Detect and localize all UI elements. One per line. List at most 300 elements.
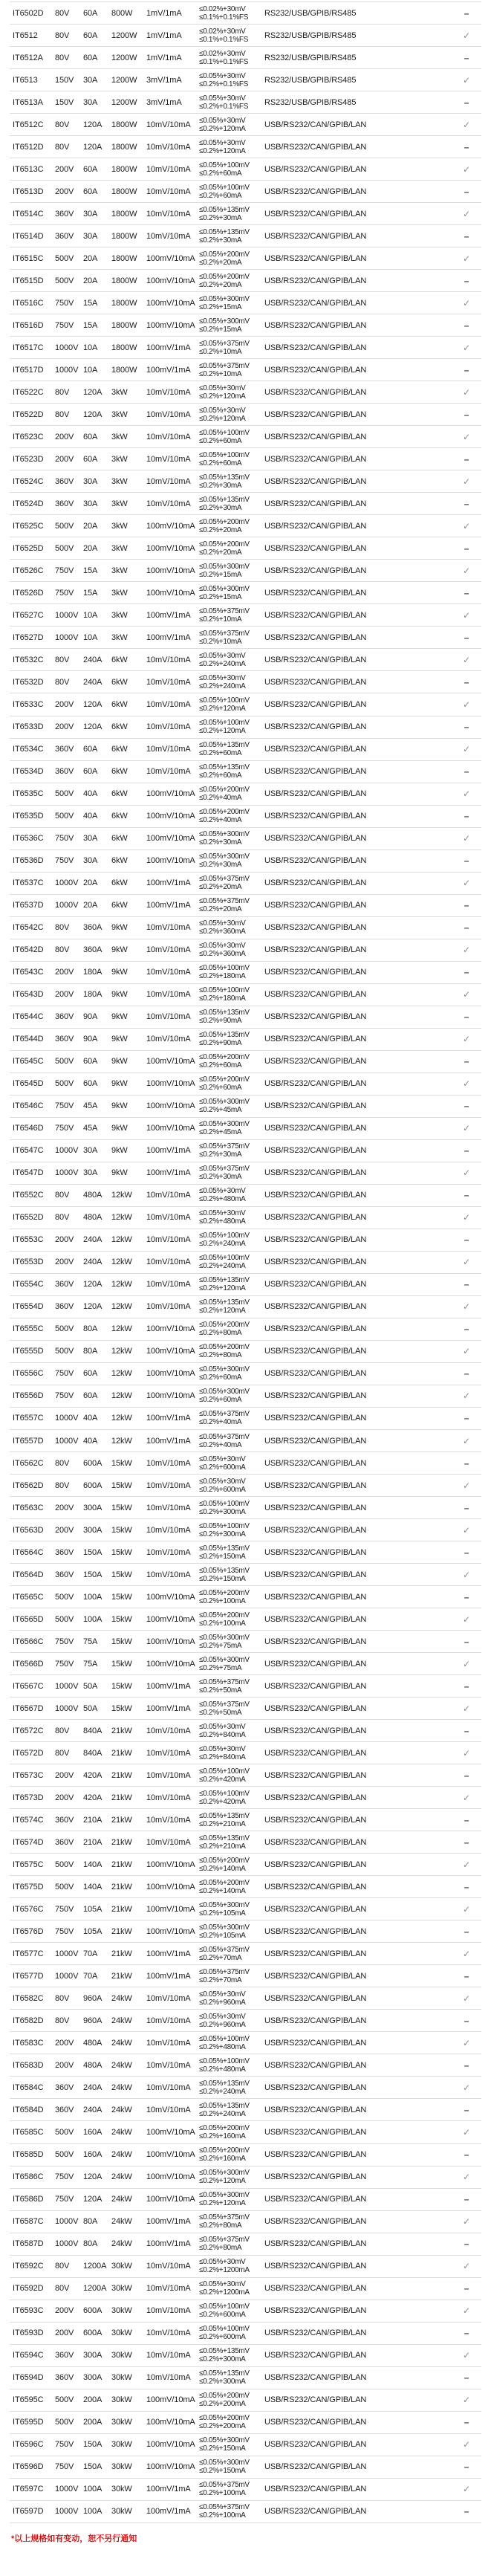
table-row	[10, 1118, 481, 1140]
model-cell: IT6546C	[13, 1101, 44, 1111]
voltage-cell: 360V	[55, 745, 74, 754]
power-cell: 1200W	[111, 30, 137, 40]
accuracy-voltage: ≤0.02%+30mV	[199, 27, 246, 36]
accuracy-current: ≤0.2%+15mA	[199, 592, 242, 601]
resolution-cell: 10mV/10mA	[146, 1770, 191, 1780]
voltage-cell: 750V	[55, 566, 74, 575]
check-icon: ✓	[463, 74, 470, 85]
dash-icon: –	[464, 275, 469, 286]
model-cell: IT6527C	[13, 610, 44, 620]
accuracy-voltage: ≤0.05%+100mV	[199, 161, 250, 169]
interfaces-cell: USB/RS232/CAN/GPIB/LAN	[264, 1191, 367, 1200]
resolution-cell: 100mV/10mA	[146, 1391, 195, 1401]
accuracy-voltage: ≤0.05%+100mV	[199, 450, 250, 459]
resolution-cell: 3mV/1mA	[146, 97, 182, 107]
power-cell: 21kW	[111, 1793, 132, 1802]
current-cell: 30A	[83, 97, 98, 107]
power-cell: 3kW	[111, 566, 128, 575]
accuracy-cell	[199, 250, 264, 267]
resolution-cell: 10mV/10mA	[146, 2038, 191, 2048]
accuracy-voltage: ≤0.05%+30mV	[199, 1990, 246, 1999]
accuracy-current: ≤0.2%+75mA	[199, 1641, 242, 1650]
model-cell: IT6552D	[13, 1213, 44, 1223]
resolution-cell: 10mV/10mA	[146, 231, 191, 241]
resolution-cell: 100mV/10mA	[146, 1926, 195, 1936]
current-cell: 90A	[83, 1012, 98, 1022]
accuracy-current: ≤0.2%+60mA	[199, 771, 242, 780]
voltage-cell: 500V	[55, 1592, 74, 1602]
voltage-cell: 750V	[55, 834, 74, 844]
power-cell: 3kW	[111, 410, 128, 419]
current-cell: 200A	[83, 2395, 103, 2405]
dash-icon: –	[464, 409, 469, 420]
dash-icon: –	[464, 2506, 469, 2517]
table-row	[10, 114, 481, 136]
interfaces-cell: USB/RS232/CAN/GPIB/LAN	[264, 521, 367, 531]
voltage-cell: 750V	[55, 1904, 74, 1914]
accuracy-cell	[199, 1009, 264, 1025]
voltage-cell: 80V	[55, 1480, 70, 1490]
accuracy-voltage: ≤0.05%+200mV	[199, 1343, 250, 1352]
accuracy-cell	[199, 763, 264, 780]
power-cell: 30kW	[111, 2507, 132, 2517]
current-cell: 20A	[83, 521, 98, 531]
current-cell: 480A	[83, 1191, 103, 1200]
accuracy-current: ≤0.2%+240mA	[199, 2109, 246, 2118]
power-cell: 24kW	[111, 2217, 132, 2227]
table-row	[10, 359, 481, 381]
table-row	[10, 1274, 481, 1296]
resolution-cell: 100mV/10mA	[146, 543, 195, 553]
resolution-cell: 10mV/10mA	[146, 432, 191, 441]
accuracy-current: ≤0.2%+200mA	[199, 2422, 246, 2431]
dash-icon: –	[464, 1881, 469, 1892]
table-row	[10, 2166, 481, 2189]
accuracy-current: ≤0.2%+40mA	[199, 1440, 242, 1449]
accuracy-current: ≤0.2%+180mA	[199, 972, 246, 981]
accuracy-voltage: ≤0.05%+200mV	[199, 1588, 250, 1597]
accuracy-current: ≤0.2%+30mA	[199, 1151, 242, 1159]
interfaces-cell: USB/RS232/CAN/GPIB/LAN	[264, 2083, 367, 2092]
accuracy-current: ≤0.2%+100mA	[199, 1619, 246, 1628]
table-row	[10, 1475, 481, 1497]
check-icon: ✓	[463, 1948, 470, 1959]
power-cell: 9kW	[111, 1168, 128, 1178]
accuracy-cell	[199, 228, 264, 245]
table-row	[10, 1541, 481, 1564]
table-row	[10, 1876, 481, 1898]
accuracy-cell	[199, 1767, 264, 1784]
resolution-cell: 1mV/1mA	[146, 53, 182, 62]
power-cell: 15kW	[111, 1547, 132, 1557]
check-icon: ✓	[463, 654, 470, 665]
accuracy-current: ≤0.2%+300mA	[199, 1530, 246, 1538]
current-cell: 60A	[83, 30, 98, 40]
model-cell: IT6587D	[13, 2239, 44, 2249]
accuracy-cell	[199, 1365, 264, 1382]
accuracy-cell	[199, 295, 264, 311]
accuracy-cell	[199, 808, 264, 824]
accuracy-cell	[199, 273, 264, 289]
power-cell: 1800W	[111, 320, 137, 330]
voltage-cell: 500V	[55, 1614, 74, 1624]
resolution-cell: 100mV/10mA	[146, 1124, 195, 1133]
power-cell: 21kW	[111, 1971, 132, 1981]
dash-icon: –	[464, 1279, 469, 1290]
interfaces-cell: USB/RS232/CAN/GPIB/LAN	[264, 2440, 367, 2450]
table-row	[10, 2501, 481, 2523]
accuracy-cell	[199, 407, 264, 423]
accuracy-voltage: ≤0.05%+30mV	[199, 406, 246, 415]
current-cell: 40A	[83, 812, 98, 821]
accuracy-voltage: ≤0.05%+375mV	[199, 606, 250, 615]
table-row	[10, 1185, 481, 1207]
interfaces-cell: USB/RS232/CAN/GPIB/LAN	[264, 387, 367, 397]
accuracy-current: ≤0.2%+1200mA	[199, 2266, 250, 2275]
current-cell: 300A	[83, 1525, 103, 1535]
accuracy-voltage: ≤0.05%+200mV	[199, 2146, 250, 2155]
model-cell: IT6575D	[13, 1882, 44, 1891]
interfaces-cell: USB/RS232/CAN/GPIB/LAN	[264, 1882, 367, 1891]
accuracy-cell	[199, 1834, 264, 1851]
interfaces-cell: USB/RS232/CAN/GPIB/LAN	[264, 1369, 367, 1379]
current-cell: 100A	[83, 2485, 103, 2494]
current-cell: 45A	[83, 1124, 98, 1133]
accuracy-cell	[199, 830, 264, 847]
power-cell: 6kW	[111, 901, 128, 910]
resolution-cell: 10mV/10mA	[146, 945, 191, 955]
interfaces-cell: USB/RS232/CAN/GPIB/LAN	[264, 1391, 367, 1401]
voltage-cell: 80V	[55, 410, 70, 419]
interfaces-cell: USB/RS232/CAN/GPIB/LAN	[264, 410, 367, 419]
table-row	[10, 2032, 481, 2054]
current-cell: 160A	[83, 2127, 103, 2137]
check-icon: ✓	[463, 2261, 470, 2272]
model-cell: IT6565D	[13, 1614, 44, 1624]
check-icon: ✓	[463, 1859, 470, 1870]
accuracy-voltage: ≤0.05%+30mV	[199, 94, 246, 103]
dash-icon: –	[464, 1636, 469, 1647]
voltage-cell: 750V	[55, 588, 74, 598]
accuracy-current: ≤0.2%+30mA	[199, 1173, 242, 1182]
model-cell: IT6577D	[13, 1971, 44, 1981]
current-cell: 600A	[83, 2329, 103, 2338]
table-row	[10, 1318, 481, 1341]
voltage-cell: 360V	[55, 1012, 74, 1022]
voltage-cell: 500V	[55, 1324, 74, 1334]
voltage-cell: 200V	[55, 432, 74, 441]
voltage-cell: 750V	[55, 1926, 74, 1936]
resolution-cell: 10mV/10mA	[146, 499, 191, 508]
power-cell: 21kW	[111, 1837, 132, 1847]
accuracy-cell	[199, 897, 264, 913]
accuracy-current: ≤0.2%+20mA	[199, 905, 242, 914]
model-cell: IT6562D	[13, 1480, 44, 1490]
model-cell: IT6533D	[13, 722, 44, 731]
accuracy-cell	[199, 1410, 264, 1426]
power-cell: 1800W	[111, 231, 137, 241]
table-row	[10, 91, 481, 114]
accuracy-voltage: ≤0.05%+300mV	[199, 2191, 250, 2200]
accuracy-voltage: ≤0.05%+30mV	[199, 71, 246, 80]
model-cell: IT6582C	[13, 1993, 44, 2003]
model-cell: IT6552C	[13, 1191, 44, 1200]
current-cell: 210A	[83, 1837, 103, 1847]
check-icon: ✓	[463, 1993, 470, 2004]
accuracy-cell	[199, 1901, 264, 1918]
interfaces-cell: USB/RS232/CAN/GPIB/LAN	[264, 1280, 367, 1289]
power-cell: 1200W	[111, 97, 137, 107]
model-cell: IT6547D	[13, 1168, 44, 1178]
interfaces-cell: USB/RS232/CAN/GPIB/LAN	[264, 1637, 367, 1646]
accuracy-cell	[199, 27, 264, 44]
power-cell: 21kW	[111, 1860, 132, 1869]
interfaces-cell: USB/RS232/CAN/GPIB/LAN	[264, 1726, 367, 1735]
current-cell: 30A	[83, 1146, 98, 1156]
resolution-cell: 100mV/10mA	[146, 2150, 195, 2159]
power-cell: 6kW	[111, 878, 128, 888]
resolution-cell: 10mV/10mA	[146, 923, 191, 933]
voltage-cell: 360V	[55, 1302, 74, 1312]
current-cell: 480A	[83, 2060, 103, 2070]
interfaces-cell: USB/RS232/CAN/GPIB/LAN	[264, 164, 367, 174]
interfaces-cell: USB/RS232/CAN/GPIB/LAN	[264, 1124, 367, 1133]
table-row	[10, 895, 481, 917]
accuracy-voltage: ≤0.05%+375mV	[199, 629, 250, 638]
voltage-cell: 80V	[55, 120, 70, 129]
dash-icon: –	[464, 1145, 469, 1156]
accuracy-voltage: ≤0.05%+375mV	[199, 2236, 250, 2245]
table-row	[10, 2412, 481, 2434]
model-cell: IT6557D	[13, 1436, 44, 1446]
power-cell: 1200W	[111, 53, 137, 62]
current-cell: 70A	[83, 1949, 98, 1958]
accuracy-voltage: ≤0.05%+100mV	[199, 696, 250, 705]
current-cell: 120A	[83, 699, 103, 709]
current-cell: 15A	[83, 298, 98, 308]
resolution-cell: 100mV/1mA	[146, 2485, 191, 2494]
accuracy-current: ≤0.2%+50mA	[199, 1708, 242, 1717]
accuracy-voltage: ≤0.05%+300mV	[199, 294, 250, 303]
model-cell: IT6566D	[13, 1659, 44, 1669]
accuracy-cell	[199, 1276, 264, 1292]
voltage-cell: 80V	[55, 1213, 70, 1223]
accuracy-voltage: ≤0.05%+200mV	[199, 272, 250, 281]
voltage-cell: 500V	[55, 812, 74, 821]
accuracy-voltage: ≤0.05%+100mV	[199, 719, 250, 727]
table-row	[10, 1898, 481, 1920]
check-icon: ✓	[463, 164, 470, 175]
current-cell: 30A	[83, 499, 98, 508]
table-row	[10, 671, 481, 693]
accuracy-current: ≤0.2%+10mA	[199, 637, 242, 646]
accuracy-current: ≤0.2%+60mA	[199, 459, 242, 467]
resolution-cell: 10mV/10mA	[146, 410, 191, 419]
voltage-cell: 750V	[55, 1391, 74, 1401]
accuracy-cell	[199, 1187, 264, 1203]
power-cell: 15kW	[111, 1637, 132, 1646]
voltage-cell: 1000V	[55, 1414, 79, 1423]
accuracy-current: ≤0.2%+30mA	[199, 861, 242, 870]
check-icon: ✓	[463, 386, 470, 398]
interfaces-cell: USB/RS232/CAN/GPIB/LAN	[264, 231, 367, 241]
resolution-cell: 1mV/1mA	[146, 8, 182, 18]
current-cell: 210A	[83, 1815, 103, 1825]
voltage-cell: 80V	[55, 387, 70, 397]
accuracy-cell	[199, 2369, 264, 2386]
voltage-cell: 500V	[55, 1057, 74, 1067]
accuracy-current: ≤0.2%+180mA	[199, 994, 246, 1003]
current-cell: 240A	[83, 2105, 103, 2114]
interfaces-cell: USB/RS232/CAN/GPIB/LAN	[264, 120, 367, 129]
voltage-cell: 200V	[55, 1793, 74, 1802]
interfaces-cell: USB/RS232/CAN/GPIB/LAN	[264, 1837, 367, 1847]
table-row	[10, 1586, 481, 1608]
resolution-cell: 100mV/10mA	[146, 276, 195, 285]
model-cell: IT6576C	[13, 1904, 44, 1914]
current-cell: 480A	[83, 1213, 103, 1223]
accuracy-voltage: ≤0.05%+375mV	[199, 1142, 250, 1151]
voltage-cell: 200V	[55, 187, 74, 196]
model-cell: IT6585C	[13, 2127, 44, 2137]
model-cell: IT6577C	[13, 1949, 44, 1958]
voltage-cell: 1000V	[55, 1146, 79, 1156]
resolution-cell: 10mV/10mA	[146, 1503, 191, 1512]
model-cell: IT6542C	[13, 923, 44, 933]
current-cell: 160A	[83, 2150, 103, 2159]
dash-icon: –	[464, 722, 469, 732]
voltage-cell: 1000V	[55, 901, 79, 910]
accuracy-current: ≤0.2%+30mA	[199, 481, 242, 490]
table-row	[10, 1943, 481, 1965]
interfaces-cell: USB/RS232/CAN/GPIB/LAN	[264, 1146, 367, 1156]
accuracy-current: ≤0.2%+70mA	[199, 1953, 242, 1962]
model-cell: IT6582D	[13, 2016, 44, 2025]
accuracy-voltage: ≤0.05%+375mV	[199, 1677, 250, 1686]
power-cell: 1800W	[111, 343, 137, 352]
resolution-cell: 100mV/10mA	[146, 1369, 195, 1379]
accuracy-voltage: ≤0.05%+200mV	[199, 250, 250, 259]
table-row	[10, 984, 481, 1006]
model-cell: IT6512A	[13, 53, 43, 62]
accuracy-current: ≤0.2%+240mA	[199, 1262, 246, 1271]
accuracy-voltage: ≤0.02%+30mV	[199, 4, 246, 13]
power-cell: 21kW	[111, 1949, 132, 1958]
table-row	[10, 939, 481, 962]
power-cell: 21kW	[111, 1882, 132, 1891]
current-cell: 15A	[83, 566, 98, 575]
dash-icon: –	[464, 543, 469, 554]
resolution-cell: 10mV/10mA	[146, 655, 191, 664]
accuracy-cell	[199, 1142, 264, 1159]
resolution-cell: 10mV/10mA	[146, 1213, 191, 1223]
table-row	[10, 470, 481, 493]
table-row	[10, 1764, 481, 1787]
table-row	[10, 1920, 481, 1943]
resolution-cell: 100mV/1mA	[146, 1949, 191, 1958]
accuracy-current: ≤0.2%+480mA	[199, 1217, 246, 1226]
table-row	[10, 2121, 481, 2143]
power-cell: 12kW	[111, 1436, 132, 1446]
table-row	[10, 1207, 481, 1229]
dash-icon: –	[464, 1926, 469, 1937]
power-cell: 30kW	[111, 2485, 132, 2494]
accuracy-voltage: ≤0.05%+375mV	[199, 1967, 250, 1976]
accuracy-cell	[199, 317, 264, 334]
model-cell: IT6543D	[13, 990, 44, 1000]
model-cell: IT6554D	[13, 1302, 44, 1312]
voltage-cell: 1000V	[55, 1168, 79, 1178]
accuracy-current: ≤0.2%+120mA	[199, 146, 246, 155]
resolution-cell: 100mV/1mA	[146, 2217, 191, 2227]
accuracy-voltage: ≤0.05%+375mV	[199, 1165, 250, 1174]
model-cell: IT6554C	[13, 1280, 44, 1289]
current-cell: 60A	[83, 432, 98, 441]
table-row	[10, 337, 481, 359]
model-cell: IT6593D	[13, 2329, 44, 2338]
table-row	[10, 2278, 481, 2300]
current-cell: 60A	[83, 8, 98, 18]
voltage-cell: 80V	[55, 655, 70, 664]
interfaces-cell: USB/RS232/CAN/GPIB/LAN	[264, 2172, 367, 2182]
resolution-cell: 100mV/10mA	[146, 566, 195, 575]
accuracy-voltage: ≤0.05%+135mV	[199, 741, 250, 750]
dash-icon: –	[464, 1591, 469, 1602]
table-row	[10, 1698, 481, 1720]
current-cell: 180A	[83, 990, 103, 1000]
accuracy-current: ≤0.2%+480mA	[199, 1195, 246, 1204]
current-cell: 100A	[83, 2507, 103, 2517]
resolution-cell: 10mV/10mA	[146, 2105, 191, 2114]
resolution-cell: 100mV/1mA	[146, 1436, 191, 1446]
accuracy-current: ≤0.2%+360mA	[199, 928, 246, 936]
current-cell: 30A	[83, 856, 98, 866]
accuracy-voltage: ≤0.05%+135mV	[199, 763, 250, 772]
accuracy-current: ≤0.2%+40mA	[199, 816, 242, 825]
table-row	[10, 1787, 481, 1809]
dash-icon: –	[464, 230, 469, 242]
accuracy-current: ≤0.2%+420mA	[199, 1775, 246, 1784]
accuracy-cell	[199, 1343, 264, 1359]
current-cell: 360A	[83, 945, 103, 955]
model-cell: IT6535D	[13, 812, 44, 821]
interfaces-cell: USB/RS232/CAN/GPIB/LAN	[264, 2351, 367, 2360]
current-cell: 50A	[83, 1703, 98, 1713]
accuracy-voltage: ≤0.05%+300mV	[199, 317, 250, 326]
current-cell: 120A	[83, 722, 103, 731]
model-cell: IT6526C	[13, 566, 44, 575]
accuracy-current: ≤0.2%+80mA	[199, 2221, 242, 2230]
accuracy-voltage: ≤0.05%+135mV	[199, 1566, 250, 1575]
resolution-cell: 10mV/10mA	[146, 2016, 191, 2025]
table-row	[10, 1363, 481, 1385]
voltage-cell: 80V	[55, 1993, 70, 2003]
interfaces-cell: USB/RS232/CAN/GPIB/LAN	[264, 1480, 367, 1490]
accuracy-current: ≤0.2%+45mA	[199, 1106, 242, 1115]
model-cell: IT6515D	[13, 276, 44, 285]
accuracy-current: ≤0.2%+840mA	[199, 1753, 246, 1761]
power-cell: 9kW	[111, 1124, 128, 1133]
interfaces-cell: USB/RS232/CAN/GPIB/LAN	[264, 1012, 367, 1022]
accuracy-cell	[199, 161, 264, 178]
interfaces-cell: USB/RS232/CAN/GPIB/LAN	[264, 2418, 367, 2427]
model-cell: IT6574D	[13, 1837, 44, 1847]
current-cell: 75A	[83, 1659, 98, 1669]
model-cell: IT6564C	[13, 1547, 44, 1557]
interfaces-cell: USB/RS232/CAN/GPIB/LAN	[264, 745, 367, 754]
accuracy-voltage: ≤0.05%+200mV	[199, 808, 250, 817]
interfaces-cell: USB/RS232/CAN/GPIB/LAN	[264, 2306, 367, 2316]
